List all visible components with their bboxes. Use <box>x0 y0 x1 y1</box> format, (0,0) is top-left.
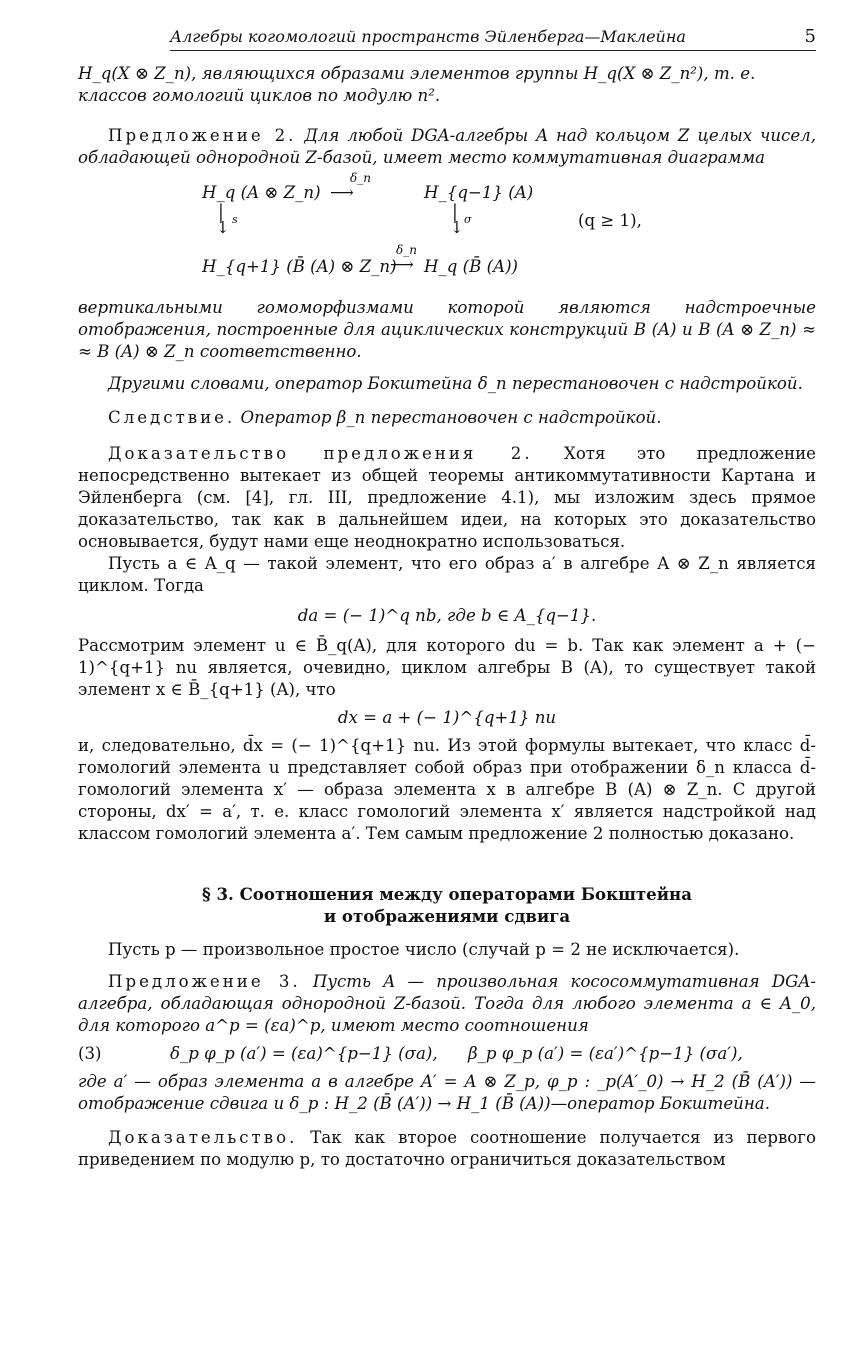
proposition-2-label: Предложение 2. <box>108 126 297 145</box>
section-title-line-1: § 3. Соотношения между операторами Бокштейна <box>202 884 692 904</box>
running-header <box>170 26 816 51</box>
proposition-2 <box>78 125 816 169</box>
diagram-bottom-arrow-label: δ_n <box>396 243 417 257</box>
consequently-paragraph: и, следовательно, d̄x = (− 1)^{q+1} nu. Из этой формулы вытекает, что класс d̄-гомологий элемента u представляет собой образ при отображении δ_n класса d̄-гомологий элемента x′ — образа элемента x в алгебре B (A) ⊗ Z_n. С другой стороны, dx′ = a′, т. е. класс гомологий элемента x′ является надстройкой над классом гомологий элемента a′. Тем самым предложение 2 полностью доказано. <box>78 736 816 843</box>
page <box>78 26 816 1171</box>
diagram-top-arrow-label: δ_n <box>350 171 371 185</box>
diagram-right-arrow: │ ↓ <box>450 204 464 237</box>
equation-2: dx = a + (− 1)^{q+1} nu <box>337 708 557 727</box>
let-a-paragraph: Пусть a ∈ A_q — такой элемент, что его образ a′ в алгебре A ⊗ Z_n является циклом. Тогда <box>78 554 816 595</box>
proposition-3 <box>78 971 816 1037</box>
header-title: Алгебры когомологий пространств Эйленберга—Маклейна <box>170 27 686 46</box>
diagram-bottom-right: H_q (B̄ (A)) <box>424 257 519 276</box>
corollary-text: Оператор β_n перестановочен с надстройкой. <box>240 408 662 427</box>
where-paragraph: где a′ — образ элемента a в алгебре A′ = A ⊗ Z_p, φ_p : _p(A′_0) → H_2 (B̄ (A′)) — отображение сдвига и δ_p : H_2 (B̄ (A′)) → H_1 (B̄ (A))—оператор Бокштейна. <box>78 1072 816 1113</box>
diagram-bottom-left: H_{q+1} (B̄ (A) ⊗ Z_n) <box>202 257 397 276</box>
proposition-2-text: Для любой DGA-алгебры A над кольцом Z целых чисел, обладающей однородной Z-базой, имеет место коммутативная диаграмма <box>78 126 817 167</box>
proof-3 <box>78 1127 816 1171</box>
equation-3-left: δ_p φ_p (a′) = (εa)^{p−1} (σa), <box>170 1044 438 1063</box>
let-p-paragraph: Пусть p — произвольное простое число (случай p = 2 не исключается). <box>108 940 740 959</box>
diagram-right-arrow-label: σ <box>464 213 472 226</box>
diagram-top-right: H_{q−1} (A) <box>424 183 534 202</box>
diagram-left-arrow: │ ↓ <box>216 204 230 237</box>
proof-2 <box>78 443 816 553</box>
consider-paragraph: Рассмотрим элемент u ∈ B̄_q(A), для которого du = b. Так как элемент a + (− 1)^{q+1} nu является, очевидно, циклом алгебры B (A), то существует такой элемент x ∈ B̄_{q+1} (A), что <box>78 636 816 699</box>
corollary-label: Следствие. <box>108 408 236 427</box>
proof-2-text: Хотя это предложение непосредственно вытекает из общей теоремы антикоммутативности Картана и Эйленберга (см. [4], гл. III, предложение 4.1), мы изложим здесь прямое доказательство, так как в дальнейшем идеи, на которых это доказательство основывается, будут нами еще неоднократно использоваться. <box>78 444 816 551</box>
equation-3-label: (3) <box>78 1044 102 1063</box>
other-words-paragraph <box>78 373 816 395</box>
commutative-diagram <box>78 171 816 287</box>
proposition-3-label: Предложение 3. <box>108 972 301 991</box>
section-title-line-2: и отображениями сдвига <box>323 906 571 926</box>
page-number: 5 <box>804 26 816 47</box>
equation-1: da = (− 1)^q nb, где b ∈ A_{q−1}. <box>297 606 597 625</box>
continuation-line-1: H_q(X ⊗ Z_n), являющихся образами элементов группы H_q(X ⊗ Z_n²), т. е. <box>78 64 756 83</box>
other-words-text: Другими словами, оператор Бокштейна δ_n перестановочен с надстройкой. <box>108 374 803 393</box>
proof-3-text: Так как второе соотношение получается из первого приведением по модулю p, то достаточно ограничиться доказательством <box>78 1128 816 1169</box>
diagram-bottom-arrow: ⟶ <box>390 255 414 274</box>
equation-3 <box>78 1043 816 1065</box>
continuation-line-2: классов гомологий циклов по модулю n². <box>78 86 441 105</box>
diagram-top-left: H_q (A ⊗ Z_n) <box>202 183 321 202</box>
corollary <box>78 407 816 429</box>
diagram-condition: (q ≥ 1), <box>578 211 642 230</box>
diagram-top-arrow: ⟶ <box>330 183 354 202</box>
proposition-3-text: Пусть A — произвольная кососоммутативная DGA-алгебра, обладающая однородной Z-базой. Тогда для любого элемента a ∈ A_0, для которого a^p = (εa)^p, имеют место соотношения <box>78 972 817 1035</box>
equation-3-right: β_p φ_p (a′) = (εa′)^{p−1} (σa′), <box>468 1044 743 1063</box>
proof-2-label: Доказательство предложения 2. <box>108 444 533 463</box>
after-diagram-paragraph: вертикальными гомоморфизмами которой являются надстроечные отображения, построенные для ациклических конструкций B (A) и B (A ⊗ Z_n) ≈ ≈ B (A) ⊗ Z_n соответственно. <box>78 298 816 361</box>
diagram-left-arrow-label: s <box>232 213 238 226</box>
proof-3-label: Доказательство. <box>108 1128 298 1147</box>
